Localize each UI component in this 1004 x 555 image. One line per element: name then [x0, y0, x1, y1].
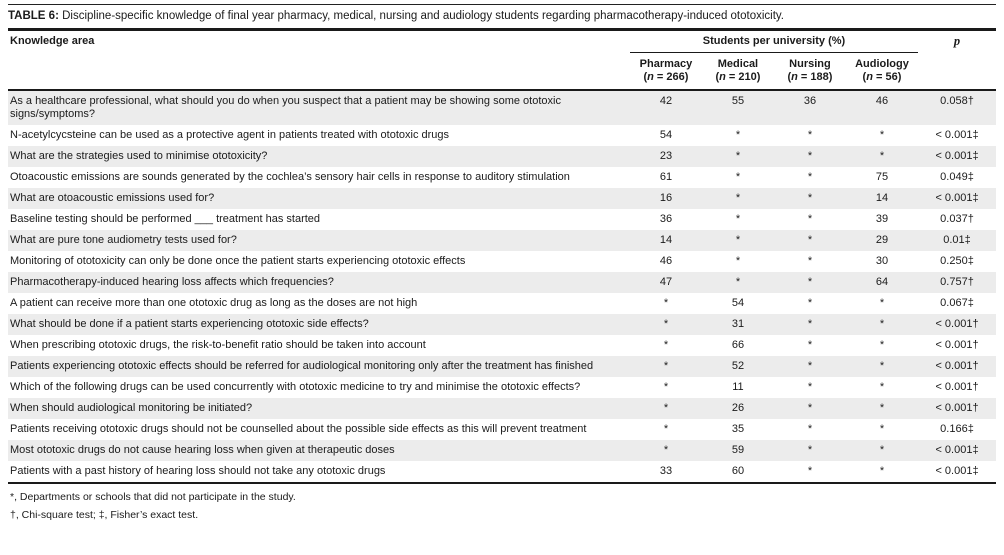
cell-pharmacy: 16: [659, 192, 673, 204]
column-header-medical: [702, 53, 774, 91]
cell-pharmacy: 54: [659, 129, 673, 141]
table-row: [8, 377, 996, 398]
cell-pharmacy: *: [663, 402, 669, 414]
caption-text: Discipline-specific knowledge of final year pharmacy, medical, nursing and audiology students regarding pharmacotherapy-induced ototoxicity.: [58, 10, 785, 22]
cell-audiology: *: [879, 297, 885, 309]
cell-medical: *: [735, 234, 741, 246]
cell-p-value: 0.049‡: [940, 171, 974, 183]
cell-p-value: 0.250‡: [940, 255, 974, 267]
column-name: Medical: [717, 58, 759, 70]
cell-p-value: < 0.001‡: [935, 129, 979, 141]
table-row: [8, 90, 996, 125]
cell-medical: *: [735, 192, 741, 204]
cell-nursing: *: [807, 297, 813, 309]
cell-pharmacy: 36: [659, 213, 673, 225]
cell-audiology: *: [846, 461, 918, 483]
cell-pharmacy: 61: [659, 171, 673, 183]
table-row: [8, 293, 996, 314]
table-row: [8, 188, 996, 209]
cell-pharmacy: *: [663, 423, 669, 435]
row-question: Patients receiving ototoxic drugs should not be counselled about the possible side effects as this will prevent treatment: [10, 423, 587, 435]
knowledge-table: [8, 31, 996, 484]
column-name: Pharmacy: [639, 58, 693, 70]
cell-pharmacy: *: [663, 318, 669, 330]
cell-pharmacy: 46: [659, 255, 673, 267]
footnotes: [8, 484, 996, 522]
cell-pharmacy: 23: [659, 150, 673, 162]
cell-pharmacy: 33: [630, 461, 702, 483]
cell-p-value: < 0.001†: [935, 360, 979, 372]
row-question: What are pure tone audiometry tests used for?: [10, 234, 237, 246]
row-question: When prescribing ototoxic drugs, the risk-to-benefit ratio should be taken into account: [10, 339, 426, 351]
cell-audiology: *: [879, 381, 885, 393]
table-header: [8, 31, 996, 90]
cell-audiology: 14: [875, 192, 889, 204]
cell-p-value: 0.01‡: [943, 234, 971, 246]
cell-medical: 31: [731, 318, 745, 330]
cell-p-value: < 0.001‡: [935, 192, 979, 204]
cell-audiology: *: [879, 402, 885, 414]
table-row: [8, 167, 996, 188]
cell-audiology: *: [879, 423, 885, 435]
cell-medical: 59: [731, 444, 745, 456]
cell-medical: 52: [731, 360, 745, 372]
cell-pharmacy: 14: [659, 234, 673, 246]
cell-p-value: 0.166‡: [940, 423, 974, 435]
footnote-asterisk: *, Departments or schools that did not participate in the study.: [10, 491, 296, 503]
cell-pharmacy: *: [663, 444, 669, 456]
cell-pharmacy: 42: [659, 95, 673, 107]
cell-medical: 55: [731, 95, 745, 107]
table-row: [8, 125, 996, 146]
cell-p-value: < 0.001†: [935, 402, 979, 414]
cell-pharmacy: *: [663, 360, 669, 372]
footnote-tests: †, Chi-square test; ‡, Fisher’s exact test.: [10, 509, 199, 521]
cell-nursing: *: [807, 339, 813, 351]
cell-audiology: 39: [875, 213, 889, 225]
table-row: [8, 230, 996, 251]
table-row: [8, 209, 996, 230]
table-row: [8, 251, 996, 272]
cell-p-value: < 0.001†: [935, 381, 979, 393]
table-caption: [8, 5, 996, 31]
cell-audiology: *: [879, 339, 885, 351]
cell-audiology: *: [879, 444, 885, 456]
cell-medical: *: [735, 150, 741, 162]
row-question: A patient can receive more than one ototoxic drug as long as the doses are not high: [10, 297, 418, 309]
table-row: [8, 440, 996, 461]
cell-audiology: 30: [875, 255, 889, 267]
table-row: [8, 419, 996, 440]
cell-nursing: *: [807, 276, 813, 288]
row-question: Monitoring of ototoxicity can only be done once the patient starts experiencing ototoxic effects: [10, 255, 466, 267]
cell-p-value: < 0.001‡: [935, 444, 979, 456]
cell-nursing: *: [807, 171, 813, 183]
row-question: Patients with a past history of hearing loss should not take any ototoxic drugs: [8, 461, 630, 483]
column-header-pharmacy: [630, 53, 702, 91]
row-question: When should audiological monitoring be initiated?: [10, 402, 253, 414]
row-question: What are the strategies used to minimise ototoxicity?: [10, 150, 268, 162]
cell-medical: *: [735, 129, 741, 141]
cell-audiology: *: [879, 318, 885, 330]
cell-p-value: 0.067‡: [940, 297, 974, 309]
cell-nursing: *: [807, 381, 813, 393]
caption-label: TABLE 6:: [8, 10, 59, 22]
cell-pharmacy: *: [663, 381, 669, 393]
row-question: What should be done if a patient starts experiencing ototoxic side effects?: [10, 318, 369, 330]
column-header-nursing: [774, 53, 846, 91]
cell-nursing: 36: [803, 95, 817, 107]
row-question: Pharmacotherapy-induced hearing loss affects which frequencies?: [10, 276, 334, 288]
cell-nursing: *: [774, 461, 846, 483]
cell-p-value: 0.037†: [940, 213, 974, 225]
column-n: (n = 188): [787, 71, 833, 83]
cell-p-value: < 0.001‡: [935, 150, 979, 162]
knowledge-area-header: Knowledge area: [8, 31, 630, 90]
cell-p-value: 0.058†: [940, 95, 974, 107]
cell-pharmacy: *: [663, 339, 669, 351]
cell-medical: 26: [731, 402, 745, 414]
cell-medical: 60: [702, 461, 774, 483]
column-n: (n = 56): [862, 71, 902, 83]
row-question: Patients experiencing ototoxic effects should be referred for audiological monitoring only after the treatment has finished: [10, 360, 594, 372]
cell-medical: 66: [731, 339, 745, 351]
cell-nursing: *: [807, 150, 813, 162]
row-question: What are otoacoustic emissions used for?: [10, 192, 215, 204]
cell-medical: 11: [732, 381, 744, 393]
cell-nursing: *: [807, 444, 813, 456]
cell-audiology: *: [879, 360, 885, 372]
cell-pharmacy: *: [663, 297, 669, 309]
cell-medical: *: [735, 255, 741, 267]
cell-audiology: 75: [875, 171, 889, 183]
column-header-audiology: [846, 53, 918, 91]
cell-nursing: *: [807, 360, 813, 372]
row-question: Baseline testing should be performed ___ treatment has started: [10, 213, 321, 225]
cell-nursing: *: [807, 402, 813, 414]
row-question: Most ototoxic drugs do not cause hearing loss when given at therapeutic doses: [10, 444, 395, 456]
cell-audiology: 29: [875, 234, 889, 246]
table-row: [8, 146, 996, 167]
cell-nursing: *: [807, 129, 813, 141]
cell-audiology: *: [879, 129, 885, 141]
cell-nursing: *: [807, 234, 813, 246]
cell-pharmacy: 47: [659, 276, 673, 288]
column-n: (n = 266): [643, 71, 689, 83]
cell-medical: 35: [731, 423, 745, 435]
table-row: [8, 398, 996, 419]
cell-medical: *: [735, 213, 741, 225]
cell-p-value: < 0.001†: [935, 339, 979, 351]
cell-medical: *: [735, 276, 741, 288]
group-header: Students per university (%): [630, 31, 918, 53]
row-question: As a healthcare professional, what should you do when you suspect that a patient may be showing some ototoxic signs/symptoms?: [10, 95, 561, 120]
row-question: N-acetylcycsteine can be used as a protective agent in patients treated with ototoxic drugs: [10, 129, 450, 141]
row-question: Which of the following drugs can be used concurrently with ototoxic medicine to try and minimise the ototoxic effects?: [10, 381, 581, 393]
p-header: p: [918, 31, 996, 90]
table-body: [8, 90, 996, 483]
cell-audiology: 46: [875, 95, 889, 107]
table-row: [8, 461, 996, 483]
column-name: Audiology: [855, 58, 909, 70]
column-n: (n = 210): [715, 71, 761, 83]
table-row: [8, 314, 996, 335]
cell-p-value: 0.757†: [940, 276, 974, 288]
cell-nursing: *: [807, 192, 813, 204]
cell-medical: *: [735, 171, 741, 183]
cell-medical: 54: [731, 297, 745, 309]
cell-audiology: *: [879, 150, 885, 162]
column-name: Nursing: [789, 58, 831, 70]
cell-nursing: *: [807, 255, 813, 267]
cell-audiology: 64: [875, 276, 889, 288]
row-question: Otoacoustic emissions are sounds generated by the cochlea’s sensory hair cells in response to auditory stimulation: [10, 171, 570, 183]
cell-nursing: *: [807, 318, 813, 330]
cell-p-value: < 0.001†: [935, 318, 979, 330]
cell-p-value: < 0.001‡: [918, 461, 996, 483]
table-row: [8, 335, 996, 356]
table-row: [8, 356, 996, 377]
table-row: [8, 272, 996, 293]
cell-nursing: *: [807, 423, 813, 435]
cell-nursing: *: [807, 213, 813, 225]
